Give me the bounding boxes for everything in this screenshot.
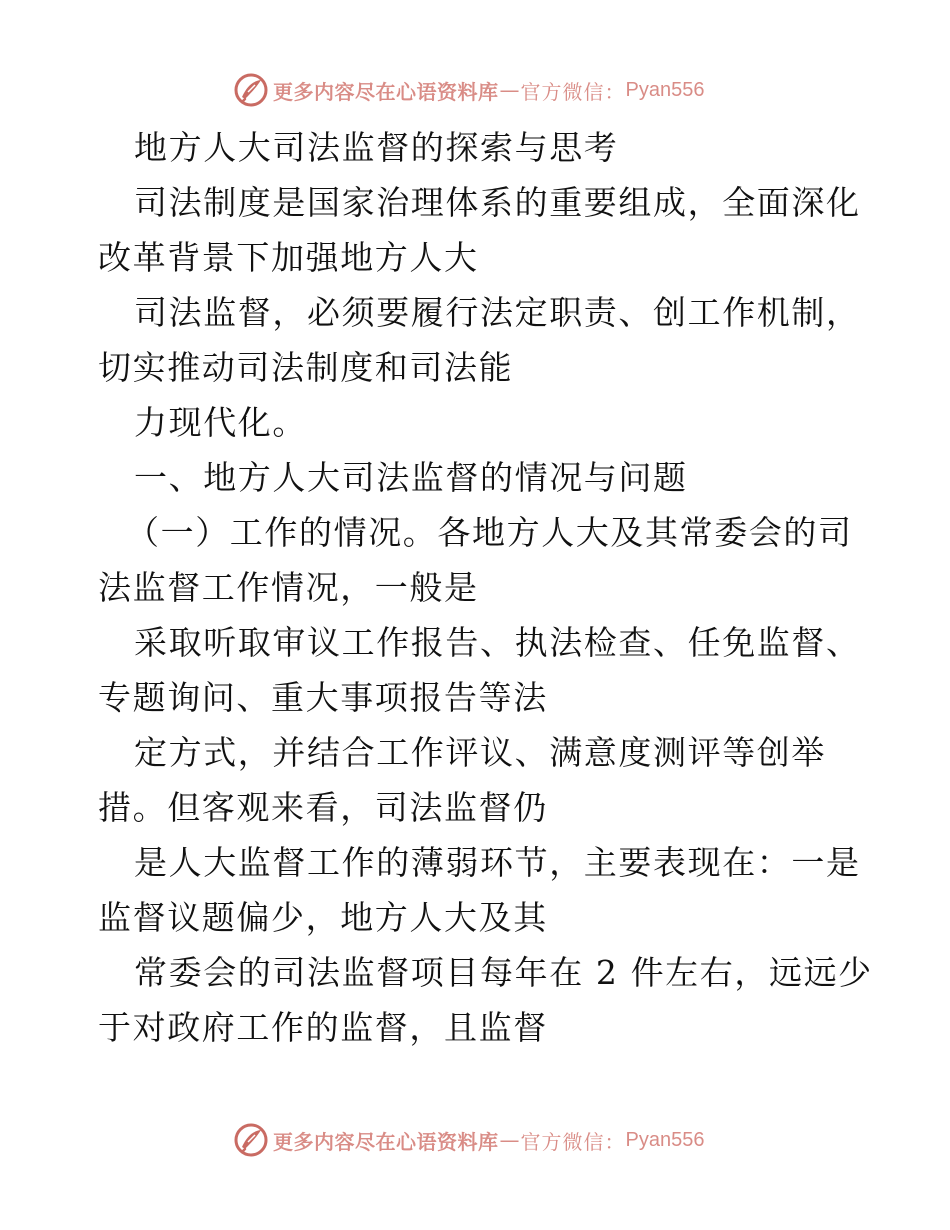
paragraph-line: 司法制度是国家治理体系的重要组成，全面深化	[134, 183, 861, 222]
paragraph-line: 力现代化。	[134, 403, 307, 442]
document-title: 地方人大司法监督的探索与思考	[134, 128, 619, 167]
section-heading: 一、地方人大司法监督的情况与问题	[134, 458, 688, 497]
paragraph-line: 专题询问、重大事项报告等法	[98, 678, 548, 717]
watermark-wechat-label: 官方微信：	[520, 1129, 626, 1154]
pen-nib-logo-icon	[233, 72, 269, 108]
paragraph-line: 法监督工作情况，一般是	[98, 568, 479, 607]
paragraph-line: 采取听取审议工作报告、执法检查、任免监督、	[134, 623, 861, 662]
watermark-text: 更多内容尽在心语资料库	[273, 79, 499, 104]
document-body	[98, 120, 873, 1055]
watermark-text: 更多内容尽在心语资料库	[273, 1129, 499, 1154]
watermark-dash: —	[499, 1128, 520, 1152]
watermark-wechat-id: Pyan556	[625, 1128, 705, 1151]
paragraph-line: 切实推动司法制度和司法能	[98, 348, 514, 387]
paragraph-line: 监督议题偏少，地方人大及其	[98, 898, 548, 937]
watermark-wechat-id: Pyan556	[625, 78, 705, 101]
watermark-dash: —	[499, 78, 520, 102]
paragraph-line: （一）工作的情况。各地方人大及其常委会的司	[126, 513, 853, 552]
footer-watermark	[233, 1120, 704, 1160]
paragraph-line: 是人大监督工作的薄弱环节，主要表现在：一是	[134, 843, 861, 882]
watermark-wechat-label: 官方微信：	[520, 79, 626, 104]
paragraph-line: 于对政府工作的监督，且监督	[98, 1008, 548, 1047]
pen-nib-logo-icon	[233, 1122, 269, 1158]
paragraph-line: 改革背景下加强地方人大	[98, 238, 479, 277]
header-watermark	[233, 70, 704, 110]
paragraph-line: 定方式，并结合工作评议、满意度测评等创举	[134, 733, 826, 772]
paragraph-line: 常委会的司法监督项目每年在 2 件左右，远远少	[134, 953, 873, 992]
paragraph-line: 措。但客观来看，司法监督仍	[98, 788, 548, 827]
paragraph-line: 司法监督，必须要履行法定职责、创工作机制，	[134, 293, 861, 332]
